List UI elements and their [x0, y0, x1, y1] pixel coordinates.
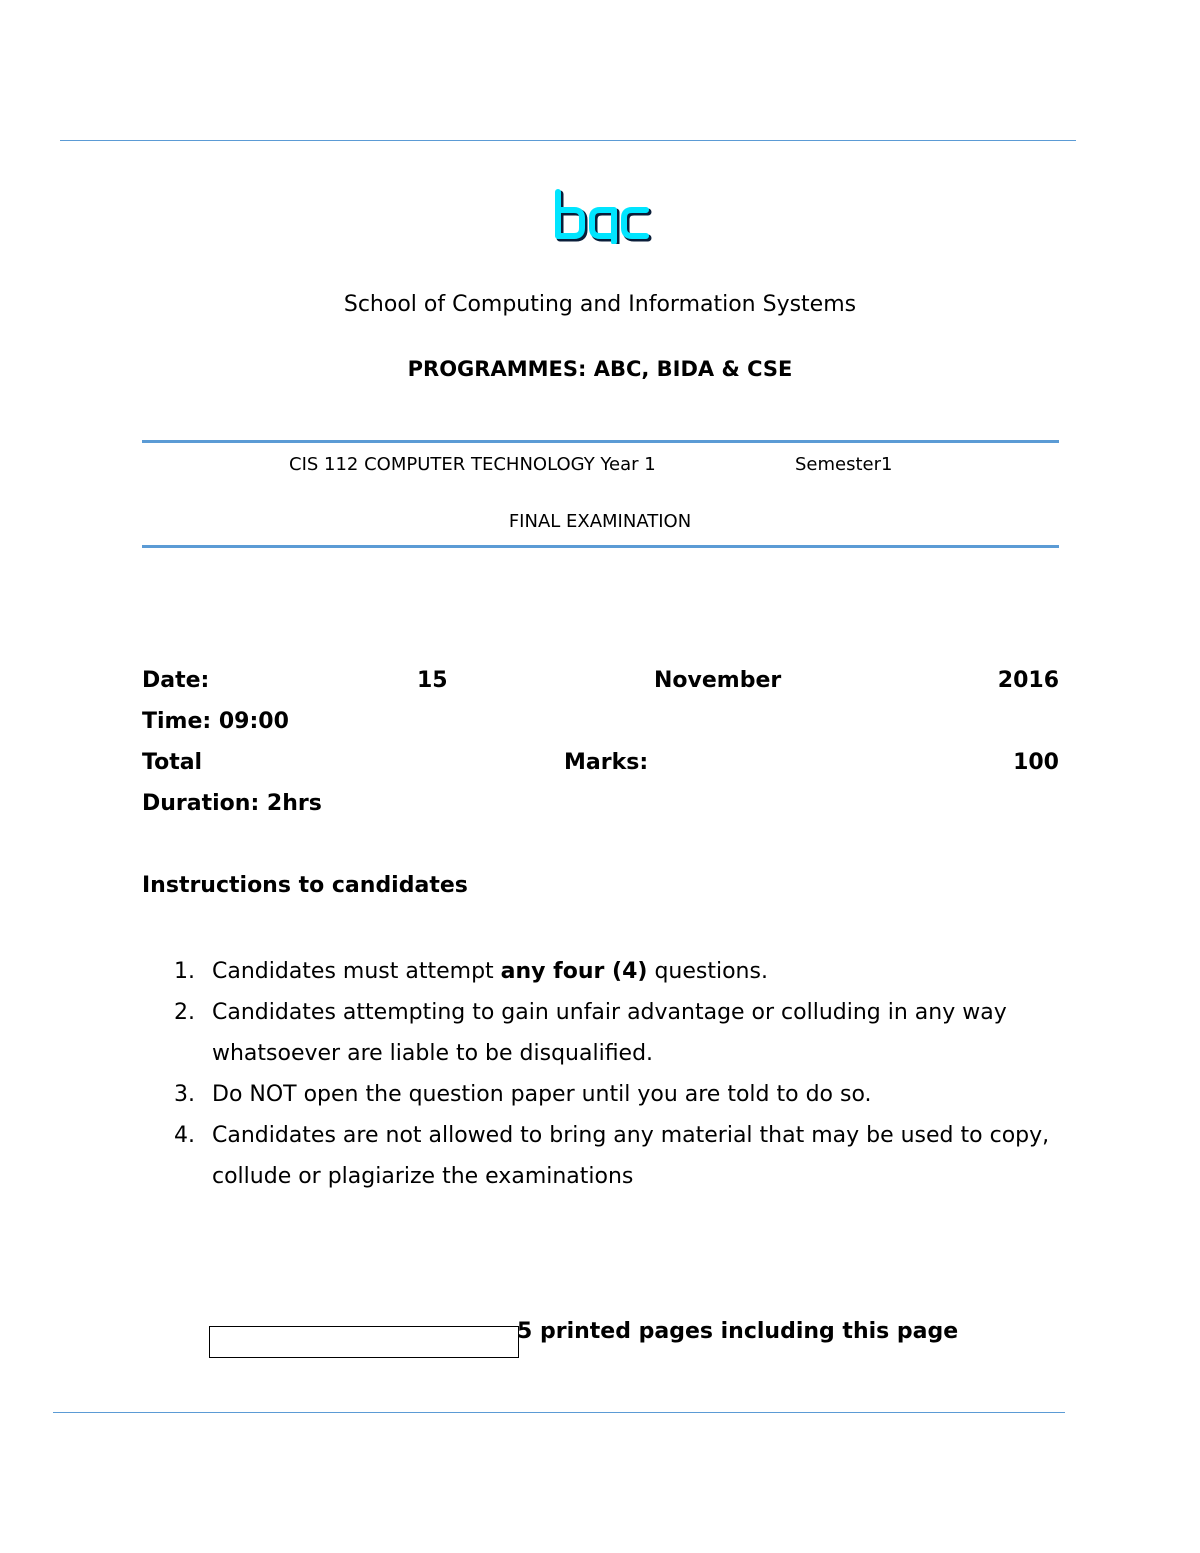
item-text: questions.	[647, 959, 768, 984]
page-count-note: 5 printed pages including this page	[517, 1319, 959, 1344]
exam-duration: Duration: 2hrs	[142, 791, 322, 816]
list-item	[174, 1115, 1054, 1197]
bottom-divider	[53, 1412, 1065, 1413]
item-text: Candidates are not allowed to bring any material that may be used to copy, collude or plagiarize the examinations	[212, 1123, 1050, 1189]
list-item	[174, 1074, 1054, 1115]
item-number: 4.	[174, 1123, 195, 1148]
course-semester: Semester1	[795, 454, 893, 475]
item-number: 2.	[174, 1000, 195, 1025]
duration-row	[142, 791, 1059, 821]
item-text: Candidates must attempt	[212, 959, 501, 984]
top-divider	[60, 140, 1076, 141]
total-label: Total	[142, 750, 203, 775]
instructions-list	[174, 951, 1054, 1197]
date-label: Date:	[142, 668, 210, 693]
school-name: School of Computing and Information Systems	[343, 292, 857, 317]
list-item	[174, 951, 1054, 992]
marks-label: Marks:	[564, 750, 649, 775]
course-title: CIS 112 COMPUTER TECHNOLOGY Year 1	[289, 454, 656, 475]
marks-row	[142, 750, 1059, 780]
item-emphasis: any four (4)	[500, 959, 648, 984]
item-number: 3.	[174, 1082, 195, 1107]
marks-value: 100	[1013, 750, 1059, 775]
date-year: 2016	[997, 668, 1059, 693]
list-item	[174, 992, 1054, 1074]
time-row	[142, 709, 1059, 739]
course-divider-bottom	[142, 545, 1059, 548]
bqc-logo	[548, 186, 652, 244]
item-number: 1.	[174, 959, 195, 984]
exam-type: FINAL EXAMINATION	[508, 511, 692, 532]
date-row	[142, 668, 1059, 698]
date-month: November	[654, 668, 782, 693]
item-text: Candidates attempting to gain unfair advantage or colluding in any way whatsoever are liable to be disqualified.	[212, 1000, 1007, 1066]
footer-box	[209, 1326, 519, 1358]
date-day: 15	[417, 668, 448, 693]
exam-time: Time: 09:00	[142, 709, 289, 734]
item-text: Do NOT open the question paper until you are told to do so.	[212, 1082, 872, 1107]
course-divider-top	[142, 440, 1059, 443]
programmes-title: PROGRAMMES: ABC, BIDA & CSE	[407, 357, 793, 381]
instructions-heading: Instructions to candidates	[142, 873, 468, 898]
